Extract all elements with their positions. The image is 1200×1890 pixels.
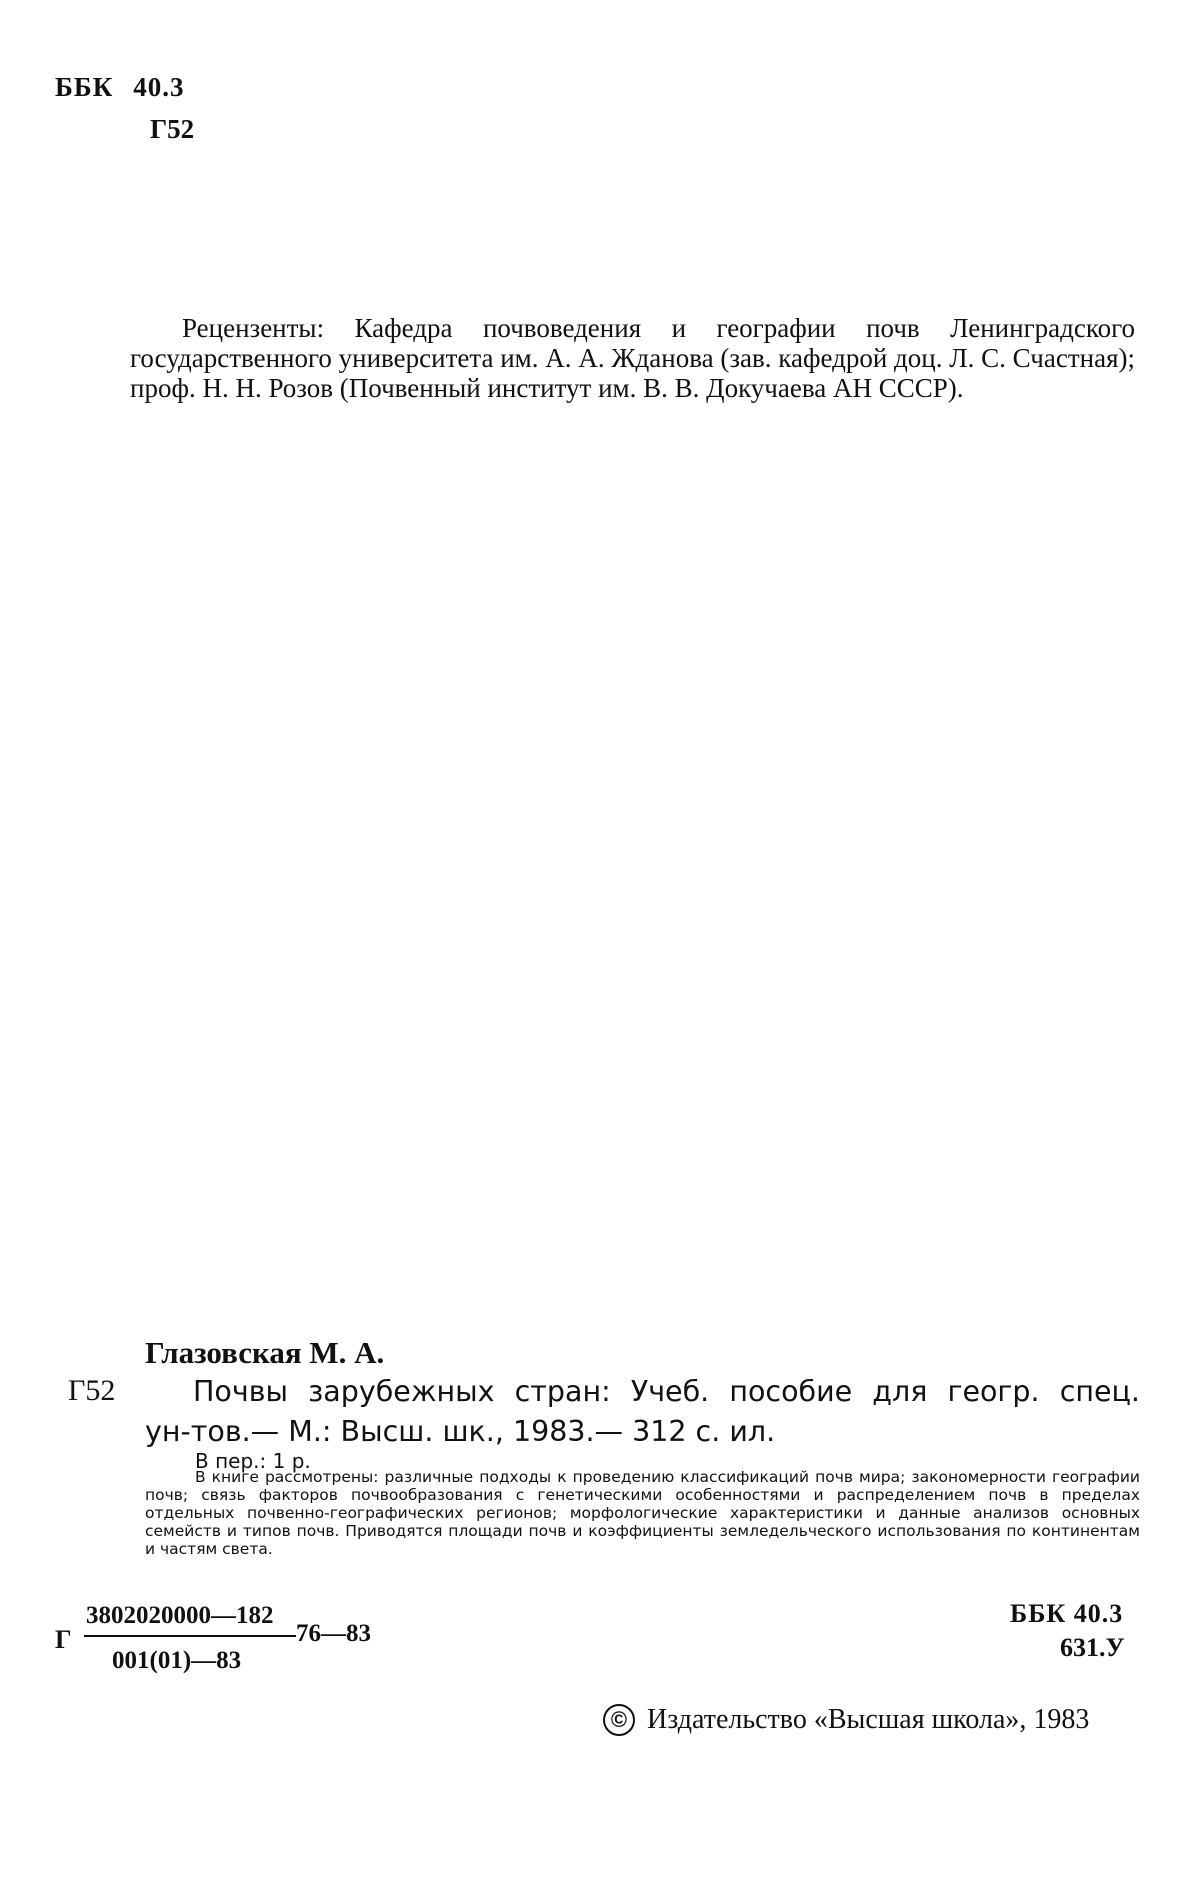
code-tail: 76—83 (296, 1620, 371, 1647)
card-title: Почвы зарубежных стран: Учеб. пособие для геогр. спец. (193, 1375, 1140, 1408)
bbk-bottom-secondary: 631.У (1060, 1633, 1125, 1662)
copyright-line (603, 1704, 1089, 1736)
reviewers-note (130, 313, 1135, 403)
copyright-text: Издательство «Высшая школа», 1983 (647, 1704, 1090, 1735)
copyright-icon: © (603, 1704, 635, 1736)
card-author: Глазовская М. А. (145, 1335, 385, 1370)
reviewers-text: Рецензенты: Кафедра почвоведения и географии почв Ленинградского государственного университета им. А. А. Жданова (зав. кафедрой доц. Л. С. Счастная); проф. Н. Н. Розов (Почвенный институт им. В. В. Докучаева АН СССР). (130, 313, 1135, 403)
card-index: Г52 (68, 1374, 116, 1407)
bbk-classification (55, 72, 185, 103)
author-index: Г52 (150, 114, 195, 144)
code-denominator: 001(01)—83 (112, 1647, 242, 1674)
bbk-label: ББК (55, 72, 114, 102)
bbk-code: 40.3 (133, 72, 185, 102)
bbk-bottom: ББК 40.3 (1010, 1599, 1124, 1628)
card-binding-price: В пер.: 1 р. (195, 1449, 311, 1473)
code-numerator: 3802020000—182 (86, 1602, 274, 1629)
publication-code-letter: Г (55, 1625, 72, 1654)
card-title-block (145, 1372, 1140, 1452)
fraction-bar (84, 1635, 296, 1637)
card-annotation (145, 1468, 1140, 1558)
card-imprint: ун-тов.— М.: Высш. шк., 1983.— 312 с. ил. (145, 1415, 776, 1448)
annotation-text: В книге рассмотрены: различные подходы к проведению классификаций почв мира; закономерности географии почв; связь факторов почвообразования с генетическими особенностями и распределением почв в пределах отдельных почвенно-географических регионов; морфологические характеристики и данные анализов основных семейств и типов почв. Приводятся площади почв и коэффициенты земледельческого использования по континентам и частям света. (145, 1468, 1140, 1558)
publication-code-fraction (84, 1602, 276, 1674)
